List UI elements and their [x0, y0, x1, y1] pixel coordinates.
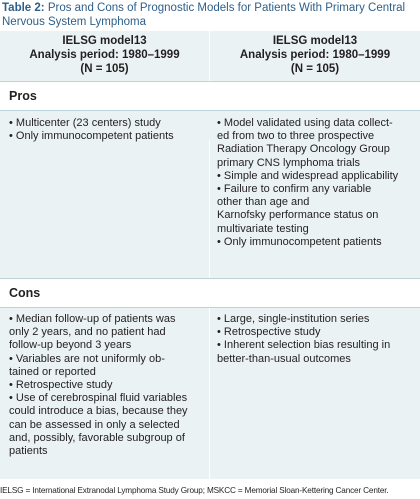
cell-line: patients	[9, 445, 48, 458]
table	[0, 31, 420, 479]
cell-line: multivariate testing	[217, 222, 309, 235]
section-cons-label: Cons	[0, 278, 420, 308]
cell-line: better-than-usual outcomes	[217, 352, 351, 365]
cell-line: primary CNS lymphoma trials	[217, 156, 361, 169]
cell-line: • Only immunocompetent patients	[9, 130, 174, 143]
cell-line: can be assessed in only a selected	[9, 418, 180, 431]
header-line: IELSG model13	[62, 35, 147, 47]
header-line: Analysis period: 1980–1999	[239, 49, 391, 61]
column-header-right	[210, 31, 420, 81]
header-line: Analysis period: 1980–1999	[29, 49, 180, 61]
cell-line: • Failure to confirm any variable	[217, 183, 372, 196]
cell-line: • Retrospective study	[9, 379, 113, 392]
cell-line: • Variables are not uniformly ob-	[9, 352, 165, 365]
column-header-left	[0, 31, 209, 81]
cell-line: and, possibly, favorable subgroup of	[9, 431, 185, 444]
cell-line: • Median follow-up of patients was	[9, 313, 176, 325]
cell-line: • Multicenter (23 centers) study	[9, 117, 161, 129]
pros-right-cell	[217, 117, 398, 249]
pros-left-cell	[9, 117, 174, 143]
cell-line: • Simple and widespread applicability	[217, 169, 399, 182]
header-line: (N = 105)	[80, 63, 129, 75]
cell-line: other than age and	[217, 196, 310, 209]
cell-line: Radiation Therapy Oncology Group	[217, 143, 390, 156]
cell-line: tained or reported	[9, 365, 96, 378]
cell-line: ed from two to three prospective	[217, 130, 375, 143]
cell-line: • Inherent selection bias resulting in	[217, 339, 391, 352]
title-line: Nervous System Lymphoma	[2, 16, 147, 28]
table-title	[2, 1, 420, 29]
cons-left-cell	[9, 313, 188, 458]
cell-line: Karnofsky performance status on	[217, 209, 379, 222]
cell-line: • Large, single-institution series	[217, 313, 370, 325]
column-divider	[209, 308, 210, 479]
header-line: (N = 105)	[290, 63, 340, 75]
table-number: Table 2:	[2, 2, 45, 14]
cell-line: • Use of cerebrospinal fluid variables	[9, 392, 188, 405]
cell-line: only 2 years, and no patient had	[9, 326, 166, 339]
section-pros-label: Pros	[0, 81, 420, 111]
title-line: Pros and Cons of Prognostic Models for Patients With Primary Central	[47, 2, 406, 14]
column-divider	[209, 140, 210, 278]
cons-right-cell	[217, 313, 390, 366]
header-line: IELSG model13	[272, 35, 358, 47]
cell-line: follow-up beyond 3 years	[9, 339, 132, 352]
cell-line: • Only immunocompetent patients	[217, 235, 382, 248]
cell-line: could introduce a bias, because they	[9, 405, 188, 418]
cell-line: • Model validated using data collect-	[217, 117, 393, 129]
cell-line: • Retrospective study	[217, 326, 321, 339]
table-footnote: IELSG = International Extranodal Lymphoma Study Group; MSKCC = Memorial Sloan-Kettering Cancer Center.	[0, 486, 389, 495]
